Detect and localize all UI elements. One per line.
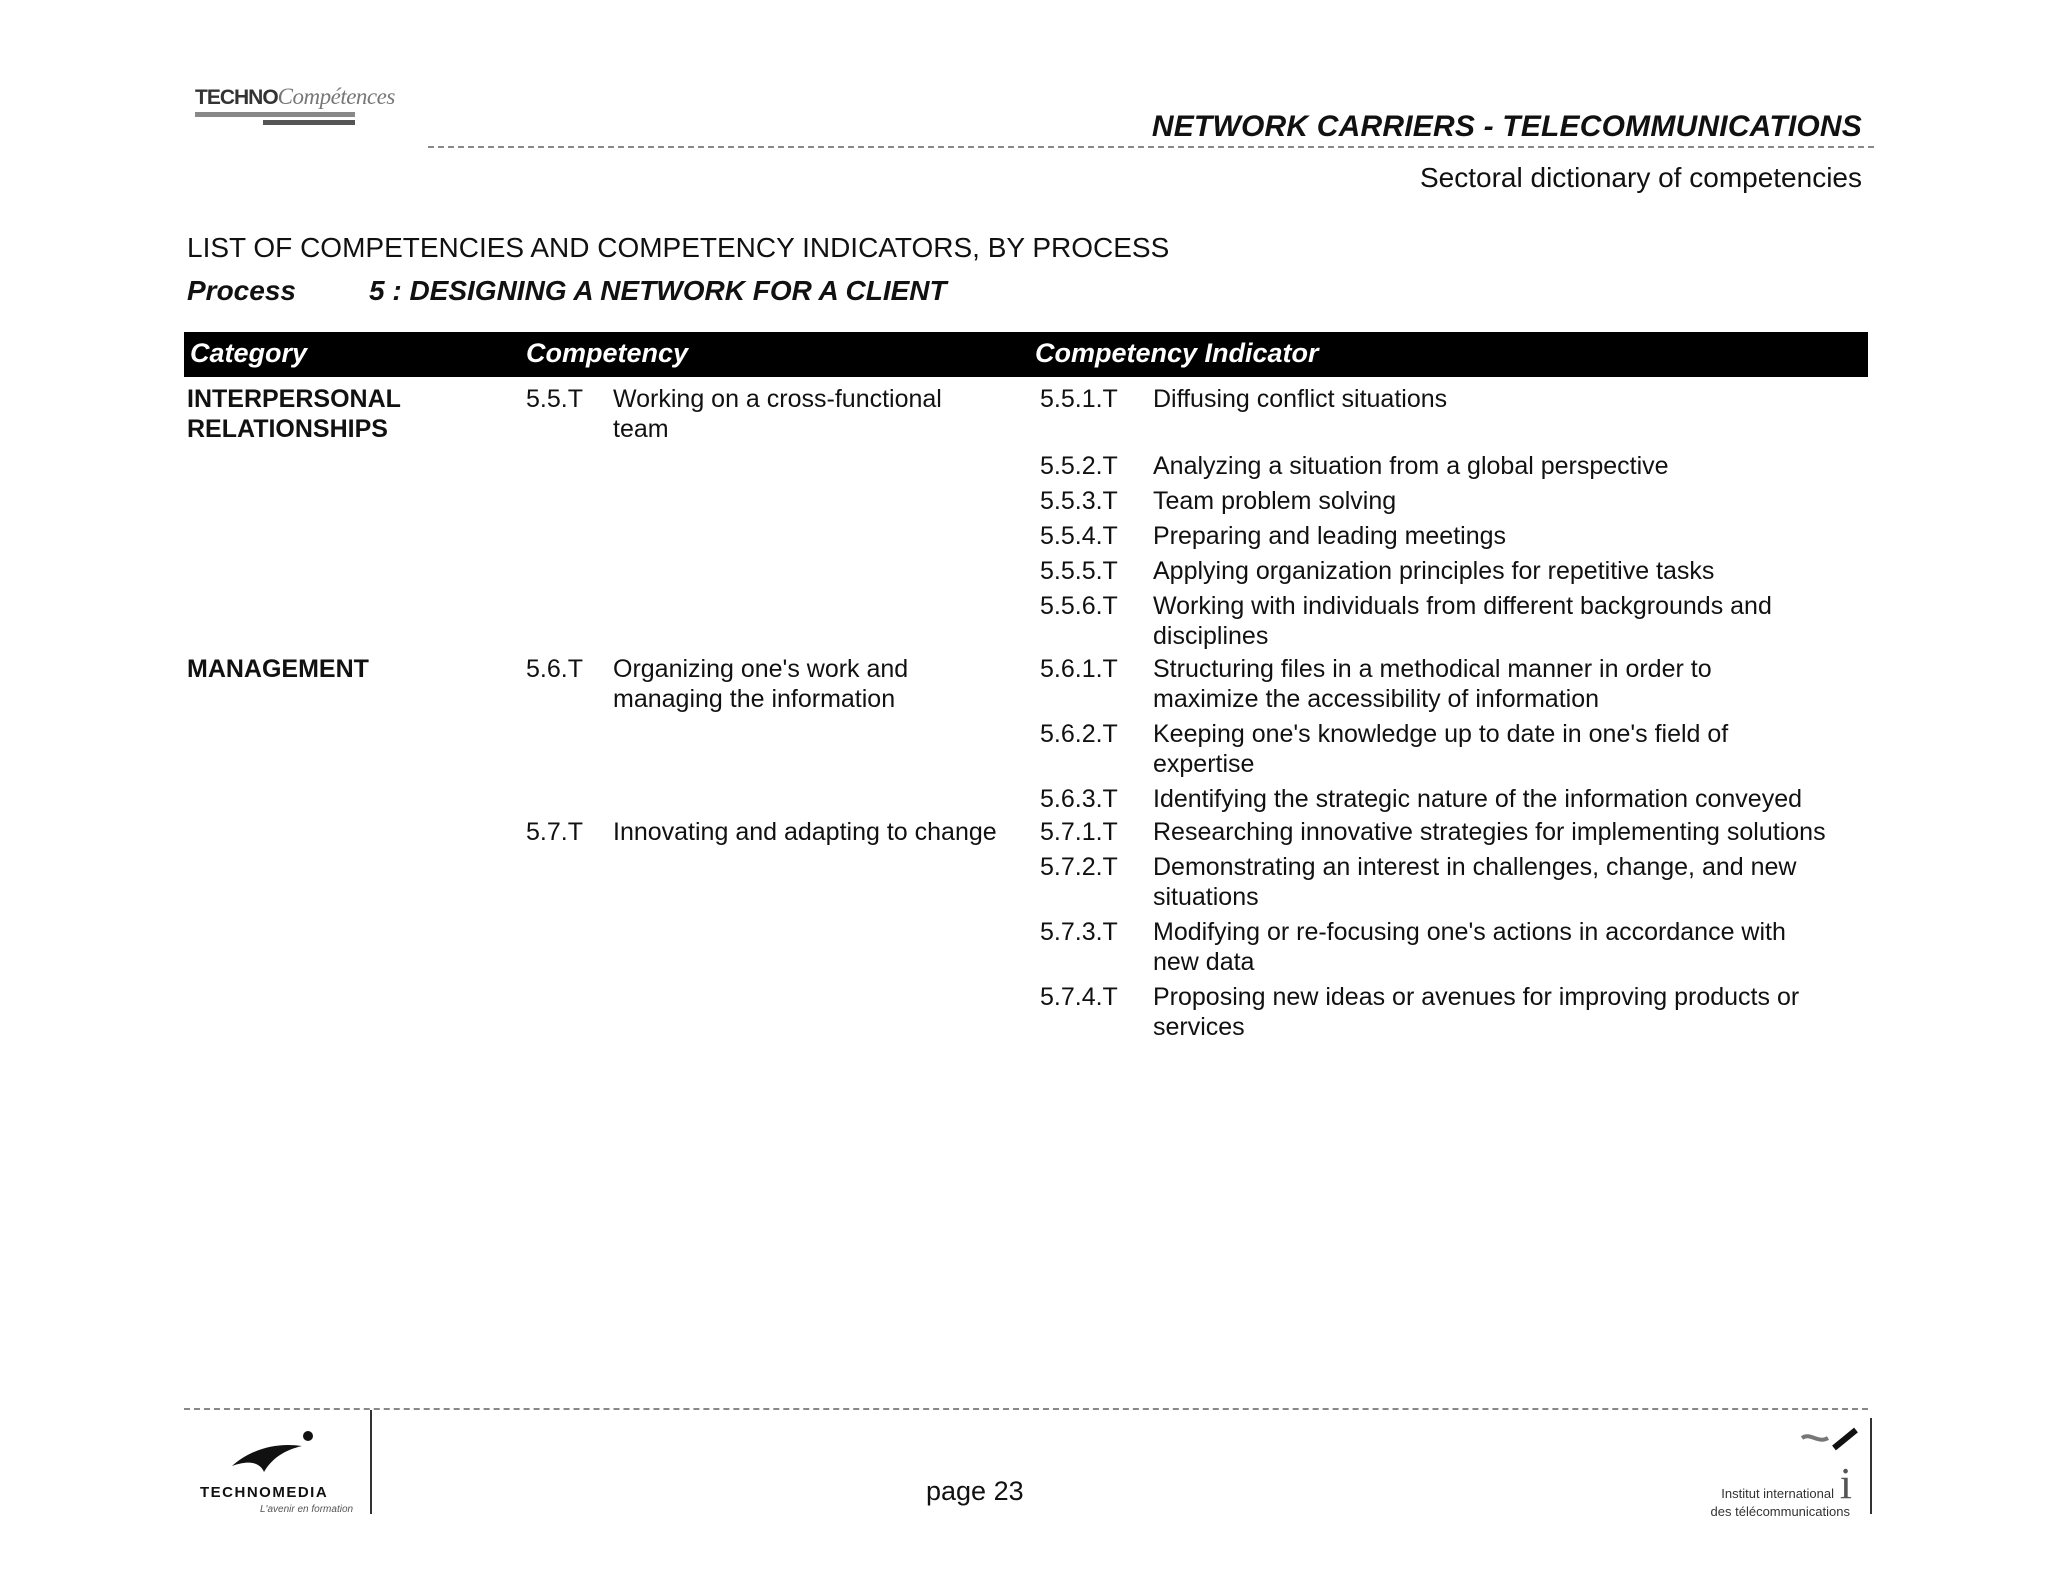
- indicator-text: Researching innovative strategies for implementing solutions: [1153, 818, 1826, 846]
- footer-separator: [370, 1410, 372, 1514]
- indicator-code: 5.6.2.T: [1040, 720, 1118, 748]
- table-header: [184, 332, 1868, 377]
- header-divider: [428, 146, 1874, 148]
- sector-title: NETWORK CARRIERS - TELECOMMUNICATIONS: [1151, 110, 1862, 143]
- indicator-text: Demonstrating an interest in challenges, change, and new situations: [1153, 853, 1797, 911]
- indicator-code: 5.5.4.T: [1040, 522, 1118, 550]
- technomedia-name: TECHNOMEDIA: [200, 1484, 329, 1501]
- category-cell: MANAGEMENT: [187, 655, 369, 683]
- competency-code: 5.5.T: [526, 385, 583, 413]
- iit-line1: Institut international: [1721, 1486, 1834, 1501]
- iit-letter: i: [1839, 1459, 1852, 1508]
- competency-code: 5.6.T: [526, 655, 583, 683]
- competency-text: Organizing one's work and managing the information: [613, 655, 909, 713]
- indicator-text: Applying organization principles for repetitive tasks: [1153, 557, 1715, 585]
- indicator-text: Analyzing a situation from a global perspective: [1153, 452, 1669, 480]
- indicator-text: Structuring files in a methodical manner in order to maximize the accessibility of information: [1153, 655, 1712, 713]
- header-indicator: Competency Indicator: [1035, 338, 1319, 368]
- indicator-code: 5.5.5.T: [1040, 557, 1118, 585]
- process-value: 5 : DESIGNING A NETWORK FOR A CLIENT: [369, 275, 947, 306]
- indicator-text: Preparing and leading meetings: [1153, 522, 1507, 550]
- list-title: LIST OF COMPETENCIES AND COMPETENCY INDICATORS, BY PROCESS: [187, 232, 1170, 263]
- logo-bar: [195, 112, 355, 117]
- indicator-text: Diffusing conflict situations: [1153, 385, 1448, 413]
- indicator-code: 5.6.1.T: [1040, 655, 1118, 683]
- document-subtitle: Sectoral dictionary of competencies: [1420, 162, 1862, 193]
- indicator-code: 5.7.3.T: [1040, 918, 1118, 946]
- logo-bold-text: TECHNO: [195, 86, 278, 109]
- indicator-code: 5.7.1.T: [1040, 818, 1118, 846]
- footer-separator: [1870, 1418, 1872, 1514]
- category-cell: INTERPERSONAL RELATIONSHIPS: [187, 385, 401, 443]
- iit-logo: [1670, 1424, 1870, 1524]
- iit-line2: des télécommunications: [1710, 1504, 1850, 1519]
- indicator-code: 5.7.2.T: [1040, 853, 1118, 881]
- technomedia-tagline: L'avenir en formation: [260, 1504, 354, 1515]
- process-label: Process: [187, 275, 296, 306]
- indicator-text: Keeping one's knowledge up to date in one's field of expertise: [1153, 720, 1729, 778]
- page-number: page 23: [926, 1476, 1024, 1506]
- competency-code: 5.7.T: [526, 818, 583, 846]
- logo-bar: [263, 120, 355, 125]
- indicator-code: 5.5.3.T: [1040, 487, 1118, 515]
- indicator-code: 5.5.2.T: [1040, 452, 1118, 480]
- footer-divider: [184, 1408, 1868, 1410]
- technomedia-swoosh-icon: [230, 1428, 330, 1478]
- competency-text: Working on a cross-functional team: [613, 385, 942, 443]
- header-category: Category: [190, 338, 308, 368]
- technocompetences-logo: [195, 84, 395, 130]
- indicator-text: Proposing new ideas or avenues for improving products or services: [1153, 983, 1800, 1041]
- indicator-code: 5.7.4.T: [1040, 983, 1118, 1011]
- indicator-code: 5.6.3.T: [1040, 785, 1118, 813]
- indicator-text: Team problem solving: [1153, 487, 1397, 515]
- technomedia-logo: [200, 1428, 370, 1518]
- indicator-code: 5.5.6.T: [1040, 592, 1118, 620]
- header-competency: Competency: [526, 338, 689, 368]
- process-heading: [187, 275, 947, 307]
- competency-text: Innovating and adapting to change: [613, 818, 997, 846]
- indicator-code: 5.5.1.T: [1040, 385, 1118, 413]
- indicator-text: Working with individuals from different backgrounds and disciplines: [1153, 592, 1772, 650]
- indicator-text: Modifying or re-focusing one's actions in accordance with new data: [1153, 918, 1786, 976]
- logo-italic-text: Compétences: [277, 84, 395, 109]
- indicator-text: Identifying the strategic nature of the information conveyed: [1153, 785, 1802, 813]
